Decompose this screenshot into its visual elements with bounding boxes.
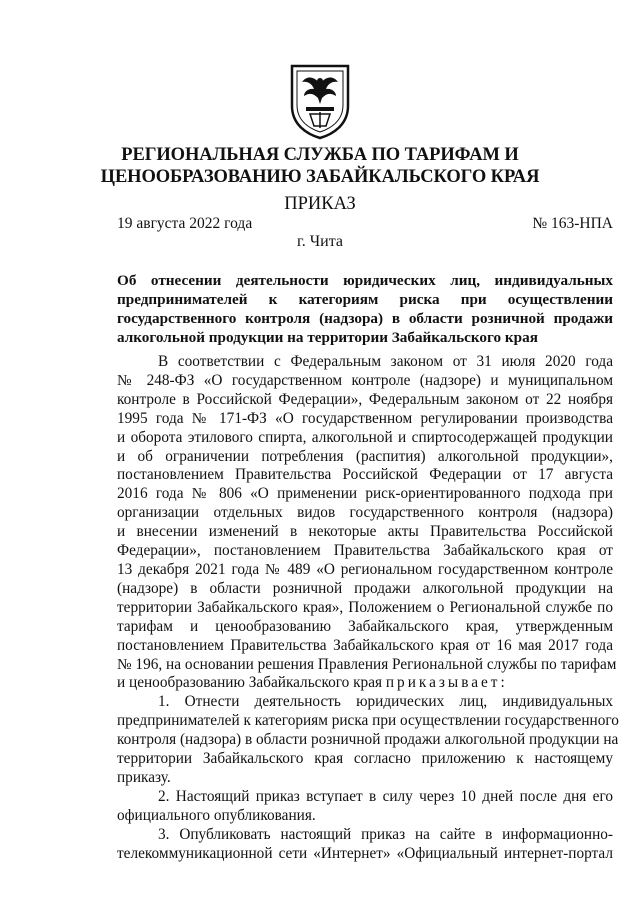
body-line: В соответствии с Федеральным законом от 31 июля 2020 года [158,353,613,370]
title-line: Об отнесении деятельности юридических лиц, индивидуальных [117,272,613,289]
body-line: Федерации», постановлением Правительства Забайкальского края от [117,542,613,560]
body-line: № 248-ФЗ «О государственном контроле (надзоре) и муниципальном [117,371,613,389]
body-line: предпринимателей к категориям риска при осуществлении государственного [117,712,619,730]
title-line: предпринимателей к категориям риска при осуществлении [117,291,613,308]
body-line-with-order-word: и ценообразованию Забайкальского края приказывает: [117,674,505,692]
body-line: постановлением Правительства Российской Федерации от 17 августа [117,466,613,484]
body-line: № 196, на основании решения Правления Региональной службы по тарифам [117,655,617,673]
body-line: территории Забайкальского края», Положением о Региональной службе по [117,598,613,616]
body-line: контроля (надзора) в области розничной продажи алкогольной продукции на [117,731,619,749]
org-line-2: ЦЕНООБРАЗОВАНИЮ ЗАБАЙКАЛЬСКОГО КРАЯ [100,167,540,187]
title-line: государственного контроля (надзора) в области розничной продажи [117,310,613,327]
body-line: и внесении изменений в некоторые акты Правительства Российской [117,523,613,541]
body-line: (надзоре) в области розничной продажи алкогольной продукции на [117,579,613,597]
body-line: контроле в Российской Федерации», Федеральным законом от 22 ноября [117,390,613,408]
list-item-3: 3. Опубликовать настоящий приказ на сайте в информационно- [158,825,613,843]
body-line: постановлением Правительства Забайкальского края от 16 мая 2017 года [117,636,613,654]
document-number: № 163-НПА [532,215,613,232]
document-title [117,271,613,347]
body-line-text: и ценообразованию Забайкальского края [117,674,386,692]
body-line: 1995 года № 171-ФЗ «О государственном регулировании производства [117,409,613,427]
list-item-1: 1. Отнести деятельность юридических лиц, индивидуальных [158,693,613,711]
org-line-1: РЕГИОНАЛЬНАЯ СЛУЖБА ПО ТАРИФАМ И [121,145,519,165]
body-line: телекоммуникационной сети «Интернет» «Официальный интернет-портал [117,844,613,862]
body-line: и оборота этилового спирта, алкогольной и спиртосодержащей продукции [117,428,613,446]
body-line: и об ограничении потребления (распития) алкогольной продукции», [117,447,613,465]
title-line: алкогольной продукции на территории Забайкальского края [117,329,538,346]
document-date: 19 августа 2022 года [117,215,253,232]
document-city: г. Чита [296,233,343,250]
coat-of-arms-icon [288,62,352,140]
order-word: приказывает [385,674,501,692]
body-line: 2016 года № 806 «О применении риск-ориентированного подхода при [117,485,613,503]
body-line: территории Забайкальского края согласно приложению к настоящему [117,750,613,768]
body-line: тарифам и ценообразованию Забайкальского края, утвержденным [117,617,613,635]
body-line: 13 декабря 2021 года № 489 «О региональном государственном контроле [117,560,613,578]
body-line: организации отдельных видов государственного контроля (надзора) [117,504,613,522]
body-line: приказу. [117,768,171,786]
list-item-2: 2. Настоящий приказ вступает в силу через 10 дней после дня его [158,787,613,805]
body-line: официального опубликования. [117,806,316,824]
organization-name [0,144,640,188]
document-body [117,353,619,863]
document-type: ПРИКАЗ [284,194,356,214]
